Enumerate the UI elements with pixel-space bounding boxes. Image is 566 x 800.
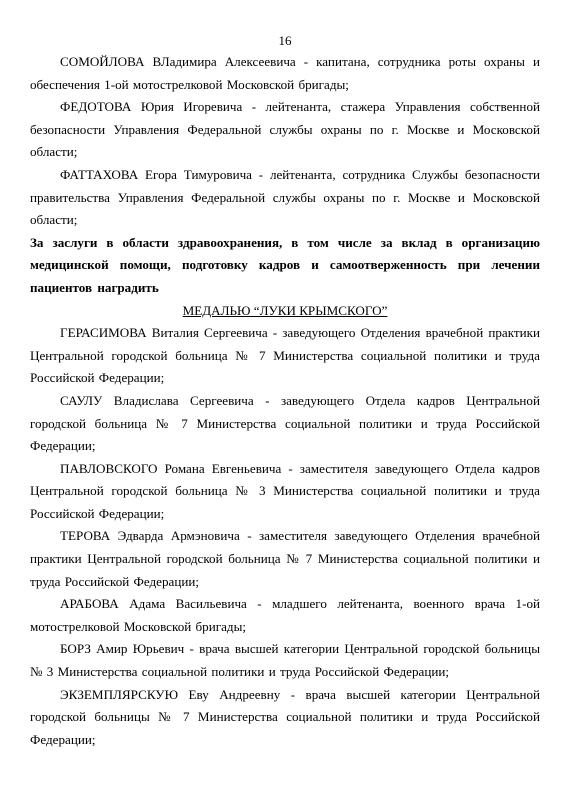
medal-heading: МЕДАЛЬЮ “ЛУКИ КРЫМСКОГО” — [182, 302, 388, 318]
list-item: ФЕДОТОВА Юрия Игоревича - лейтенанта, стажера Управления собственной безопасности Управления Федеральной службы охраны по г. Москве и Московской области; — [30, 99, 540, 160]
list-item: ТЕРОВА Эдварда Армэновича - заместителя заведующего Отделения врачебной практики Центральной городской больница № 7 Министерства социальной политики и труда Российской Федерации; — [30, 528, 540, 589]
list-item: ЭКЗЕМПЛЯРСКУЮ Еву Андреевну - врача высшей категории Центральной городской больницы № 7 Министерства социальной политики и труда Российской Федерации; — [30, 686, 540, 747]
list-item: ПАВЛОВСКОГО Романа Евгеньевича - заместителя заведующего Отдела кадров Центральной городской больница № 3 Министерства социальной политики и труда Российской Федерации; — [30, 460, 540, 521]
list-item: ГЕРАСИМОВА Виталия Сергеевича - заведующего Отделения врачебной практики Центральной городской больница № 7 Министерства социальной политики и труда Российской Федерации; — [30, 325, 540, 386]
list-item: ФАТТАХОВА Егора Тимуровича - лейтенанта, сотрудника Службы безопасности правительства Управления Федеральной службы охраны по г. Москве и Московской области; — [30, 166, 540, 228]
page-number: 16 — [278, 33, 292, 48]
list-item: СОМОЙЛОВА ВЛадимира Алексеевича - капитана, сотрудника роты охраны и обеспечения 1-ой мотострелковой Московской бригады; — [30, 54, 540, 92]
list-item: АРАБОВА Адама Васильевича - младшего лейтенанта, военного врача 1-ой мотострелковой Московской бригады; — [30, 596, 540, 634]
award-intro: За заслуги в области здравоохранения, в том числе за вклад в организацию медицинской помощи, подготовку кадров и самоотверженность при лечении пациентов наградить — [30, 234, 540, 295]
list-item: БОРЗ Амир Юрьевич - врача высшей категории Центральной городской больницы № 3 Министерства социальной политики и труда Российской Федерации; — [30, 641, 540, 680]
list-item: САУЛУ Владислава Сергеевича - заведующего Отдела кадров Центральной городской больница № 7 Министерства социальной политики и труда Российской Федерации; — [30, 392, 540, 454]
